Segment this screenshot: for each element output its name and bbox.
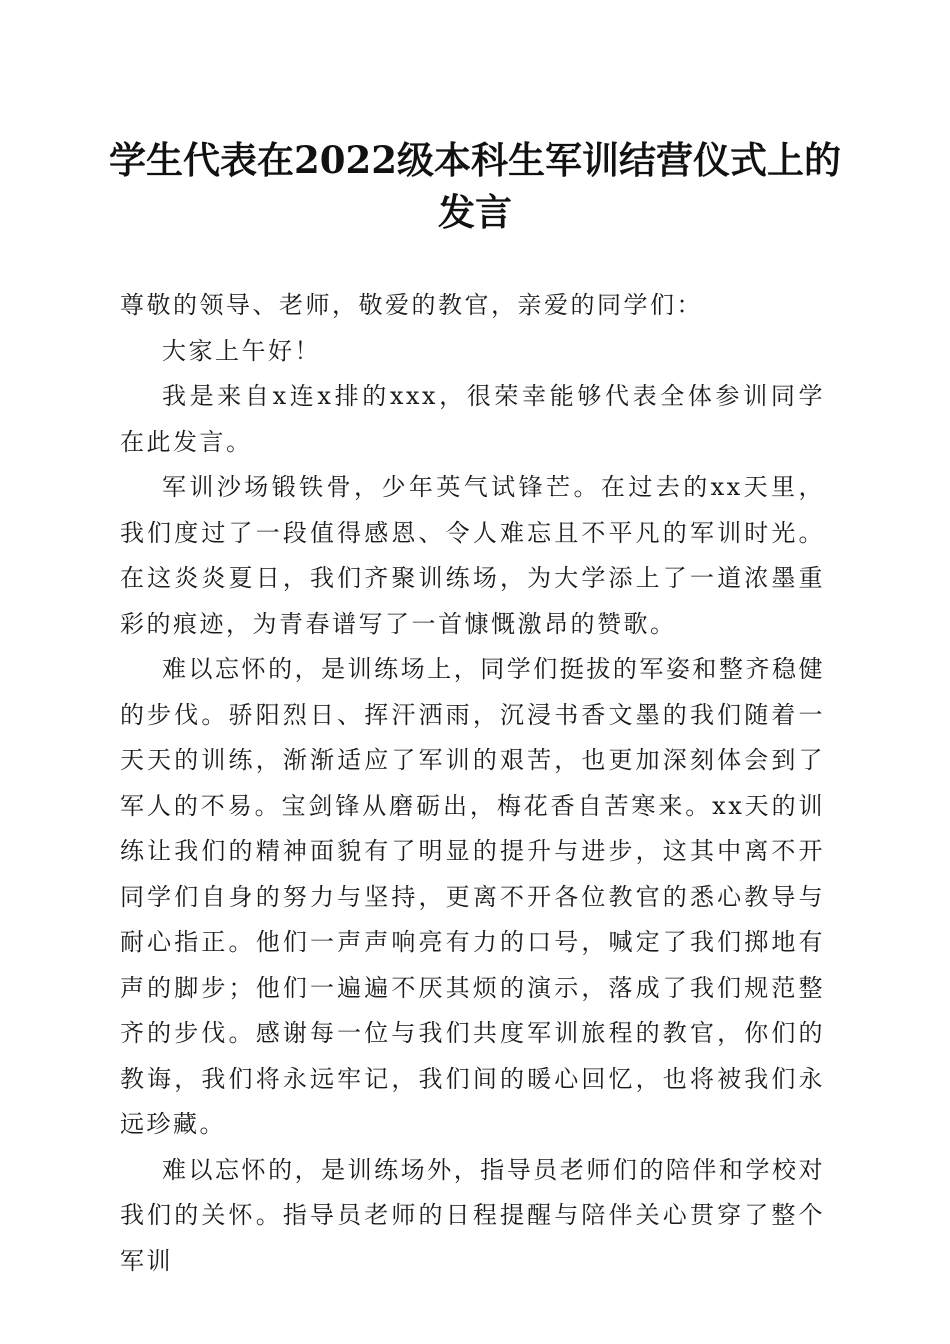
paragraph-counselors-gratitude: 难以忘怀的，是训练场外，指导员老师们的陪伴和学校对我们的关怀。指导员老师的日程提醒与陪伴关心贯穿了整个军训	[120, 1155, 825, 1275]
salutation: 尊敬的领导、老师，敬爱的教官，亲爱的同学们：	[120, 291, 703, 319]
document-body	[120, 283, 825, 1284]
paragraph-training-overview: 军训沙场锻铁骨，少年英气试锋芒。在过去的xx天里，我们度过了一段值得感恩、令人难忘且不平凡的军训时光。在这炎炎夏日，我们齐聚训练场，为大学添上了一道浓墨重彩的痕迹，为青春谱写了一首慷慨激昂的赞歌。	[120, 473, 825, 638]
document-title: 学生代表在2022级本科生军训结营仪式上的发言	[109, 138, 841, 234]
paragraph-introduction: 我是来自x连x排的xxx，很荣幸能够代表全体参训同学在此发言。	[120, 382, 825, 456]
paragraph-instructors-gratitude: 难以忘怀的，是训练场上，同学们挺拔的军姿和整齐稳健的步伐。骄阳烈日、挥汗洒雨，沉浸书香文墨的我们随着一天天的训练，渐渐适应了军训的艰苦，也更加深刻体会到了军人的不易。宝剑锋从磨砺出，梅花香自苦寒来。xx天的训练让我们的精神面貌有了明显的提升与进步，这其中离不开同学们自身的努力与坚持，更离不开各位教官的悉心教导与耐心指正。他们一声声响亮有力的口号，喊定了我们掷地有声的脚步；他们一遍遍不厌其烦的演示，落成了我们规范整齐的步伐。感谢每一位与我们共度军训旅程的教官，你们的教诲，我们将永远牢记，我们间的暖心回忆，也将被我们永远珍藏。	[120, 655, 825, 1138]
paragraph-greeting: 大家上午好！	[162, 336, 321, 365]
